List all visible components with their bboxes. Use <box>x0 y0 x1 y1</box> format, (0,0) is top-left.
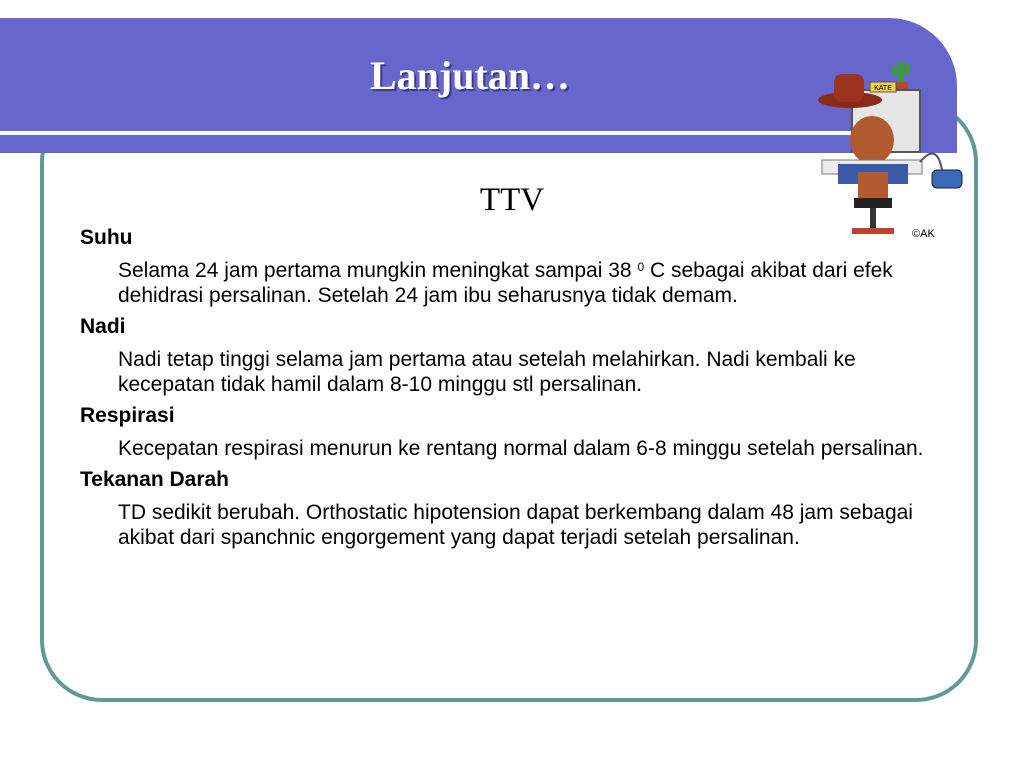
desc-suhu: Selama 24 jam pertama mungkin meningkat sampai 38 $^0$ C sebagai akibat dari efek dehidrasi persalinan. Setelah 24 jam ibu seharusnya tidak demam. <box>118 259 893 307</box>
computer-user-clipart <box>812 52 972 242</box>
desc-respirasi: Kecepatan respirasi menurun ke rentang normal dalam 6-8 minggu setelah persalinan. <box>118 437 924 460</box>
content-list <box>80 225 940 556</box>
term-suhu: Suhu <box>80 226 133 249</box>
term-tekanan-darah: Tekanan Darah <box>80 468 229 491</box>
term-respirasi: Respirasi <box>80 404 175 427</box>
desc-nadi: Nadi tetap tinggi selama jam pertama atau setelah melahirkan. Nadi kembali ke kecepatan tidak hamil dalam 8-10 minggu stl persalinan. <box>118 348 856 396</box>
slide-title: Lanjutan… <box>369 53 571 98</box>
term-nadi: Nadi <box>80 315 126 338</box>
header-divider <box>0 131 900 135</box>
svg-text:©AK: ©AK <box>912 228 935 240</box>
svg-text:KATE: KATE <box>874 85 892 92</box>
desc-tekanan-darah: TD sedikit berubah. Orthostatic hipotension dapat berkembang dalam 48 jam sebagai akibat dari spanchnic engorgement yang dapat terjadi setelah persalinan. <box>118 501 913 549</box>
section-subtitle: TTV <box>479 182 545 218</box>
